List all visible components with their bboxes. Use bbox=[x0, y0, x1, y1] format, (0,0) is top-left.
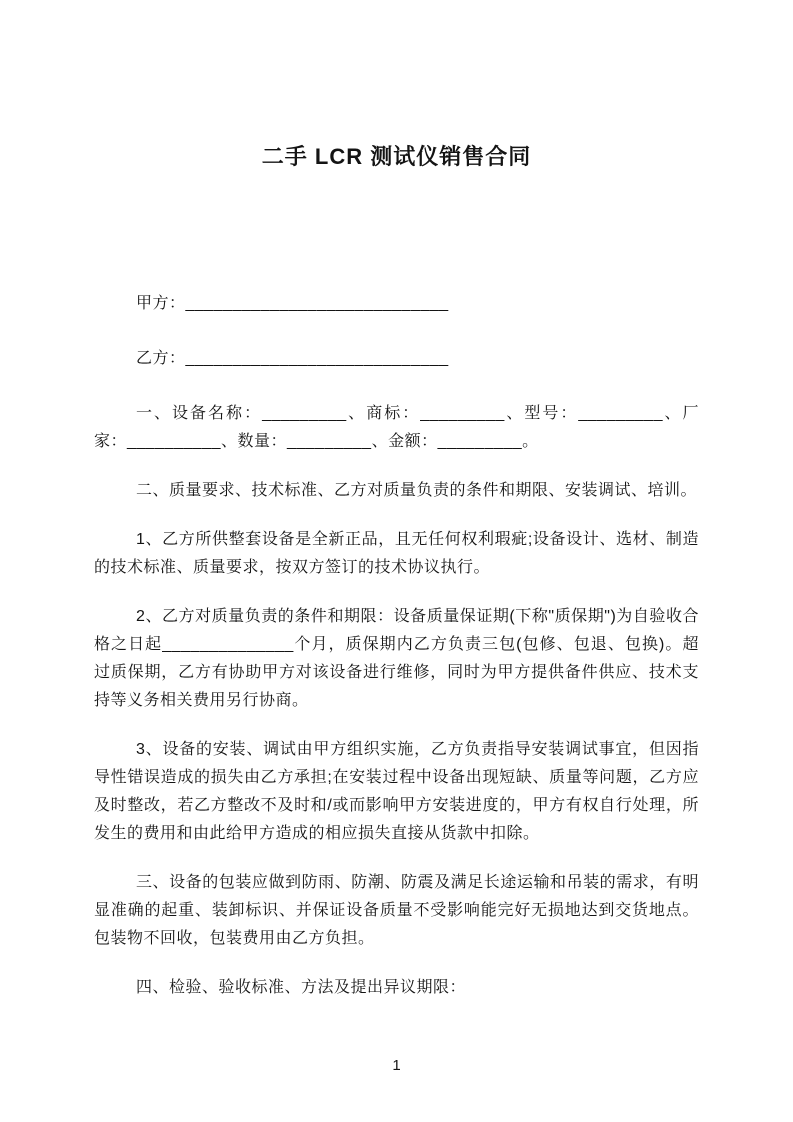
party-b-line: 乙方：____________________________ bbox=[136, 350, 449, 367]
party-a-line: 甲方：____________________________ bbox=[136, 295, 449, 312]
paragraph-section-4-heading: 四、检验、验收标准、方法及提出异议期限： bbox=[136, 979, 467, 996]
paragraph-clause-2-1: 1、乙方所供整套设备是全新正品，且无任何权利瑕疵;设备设计、选材、制造的技术标准、质量要求，按双方签订的技术协议执行。 bbox=[94, 531, 699, 576]
document-title: 二手 LCR 测试仪销售合同 bbox=[261, 144, 532, 169]
page-number: 1 bbox=[392, 1057, 401, 1074]
paragraph-section-2-heading: 二、质量要求、技术标准、乙方对质量负责的条件和期限、安装调试、培训。 bbox=[136, 482, 698, 499]
paragraph-section-3-packaging: 三、设备的包装应做到防雨、防潮、防震及满足长途运输和吊装的需求，有明显准确的起重、装卸标识、并保证设备质量不受影响能完好无损地达到交货地点。包装物不回收，包装费用由乙方负担。 bbox=[94, 874, 699, 947]
paragraph-clause-2-2: 2、乙方对质量负责的条件和期限：设备质量保证期(下称"质保期")为自验收合格之日起______________个月，质保期内乙方负责三包(包修、包退、包换)。超过质保期，乙方有协助甲方对该设备进行维修，同时为甲方提供备件供应、技术支持等义务相关费用另行协商。 bbox=[94, 608, 699, 709]
paragraph-equipment-info: 一、设备名称：_________、商标：_________、型号：_________、厂家：__________、数量：_________、金额：_________。 bbox=[94, 405, 699, 450]
paragraph-clause-2-3: 3、设备的安装、调试由甲方组织实施，乙方负责指导安装调试事宜，但因指导性错误造成的损失由乙方承担;在安装过程中设备出现短缺、质量等问题，乙方应及时整改，若乙方整改不及时和/或而影响甲方安装进度的，甲方有权自行处理，所发生的费用和由此给甲方造成的相应损失直接从货款中扣除。 bbox=[94, 741, 699, 842]
